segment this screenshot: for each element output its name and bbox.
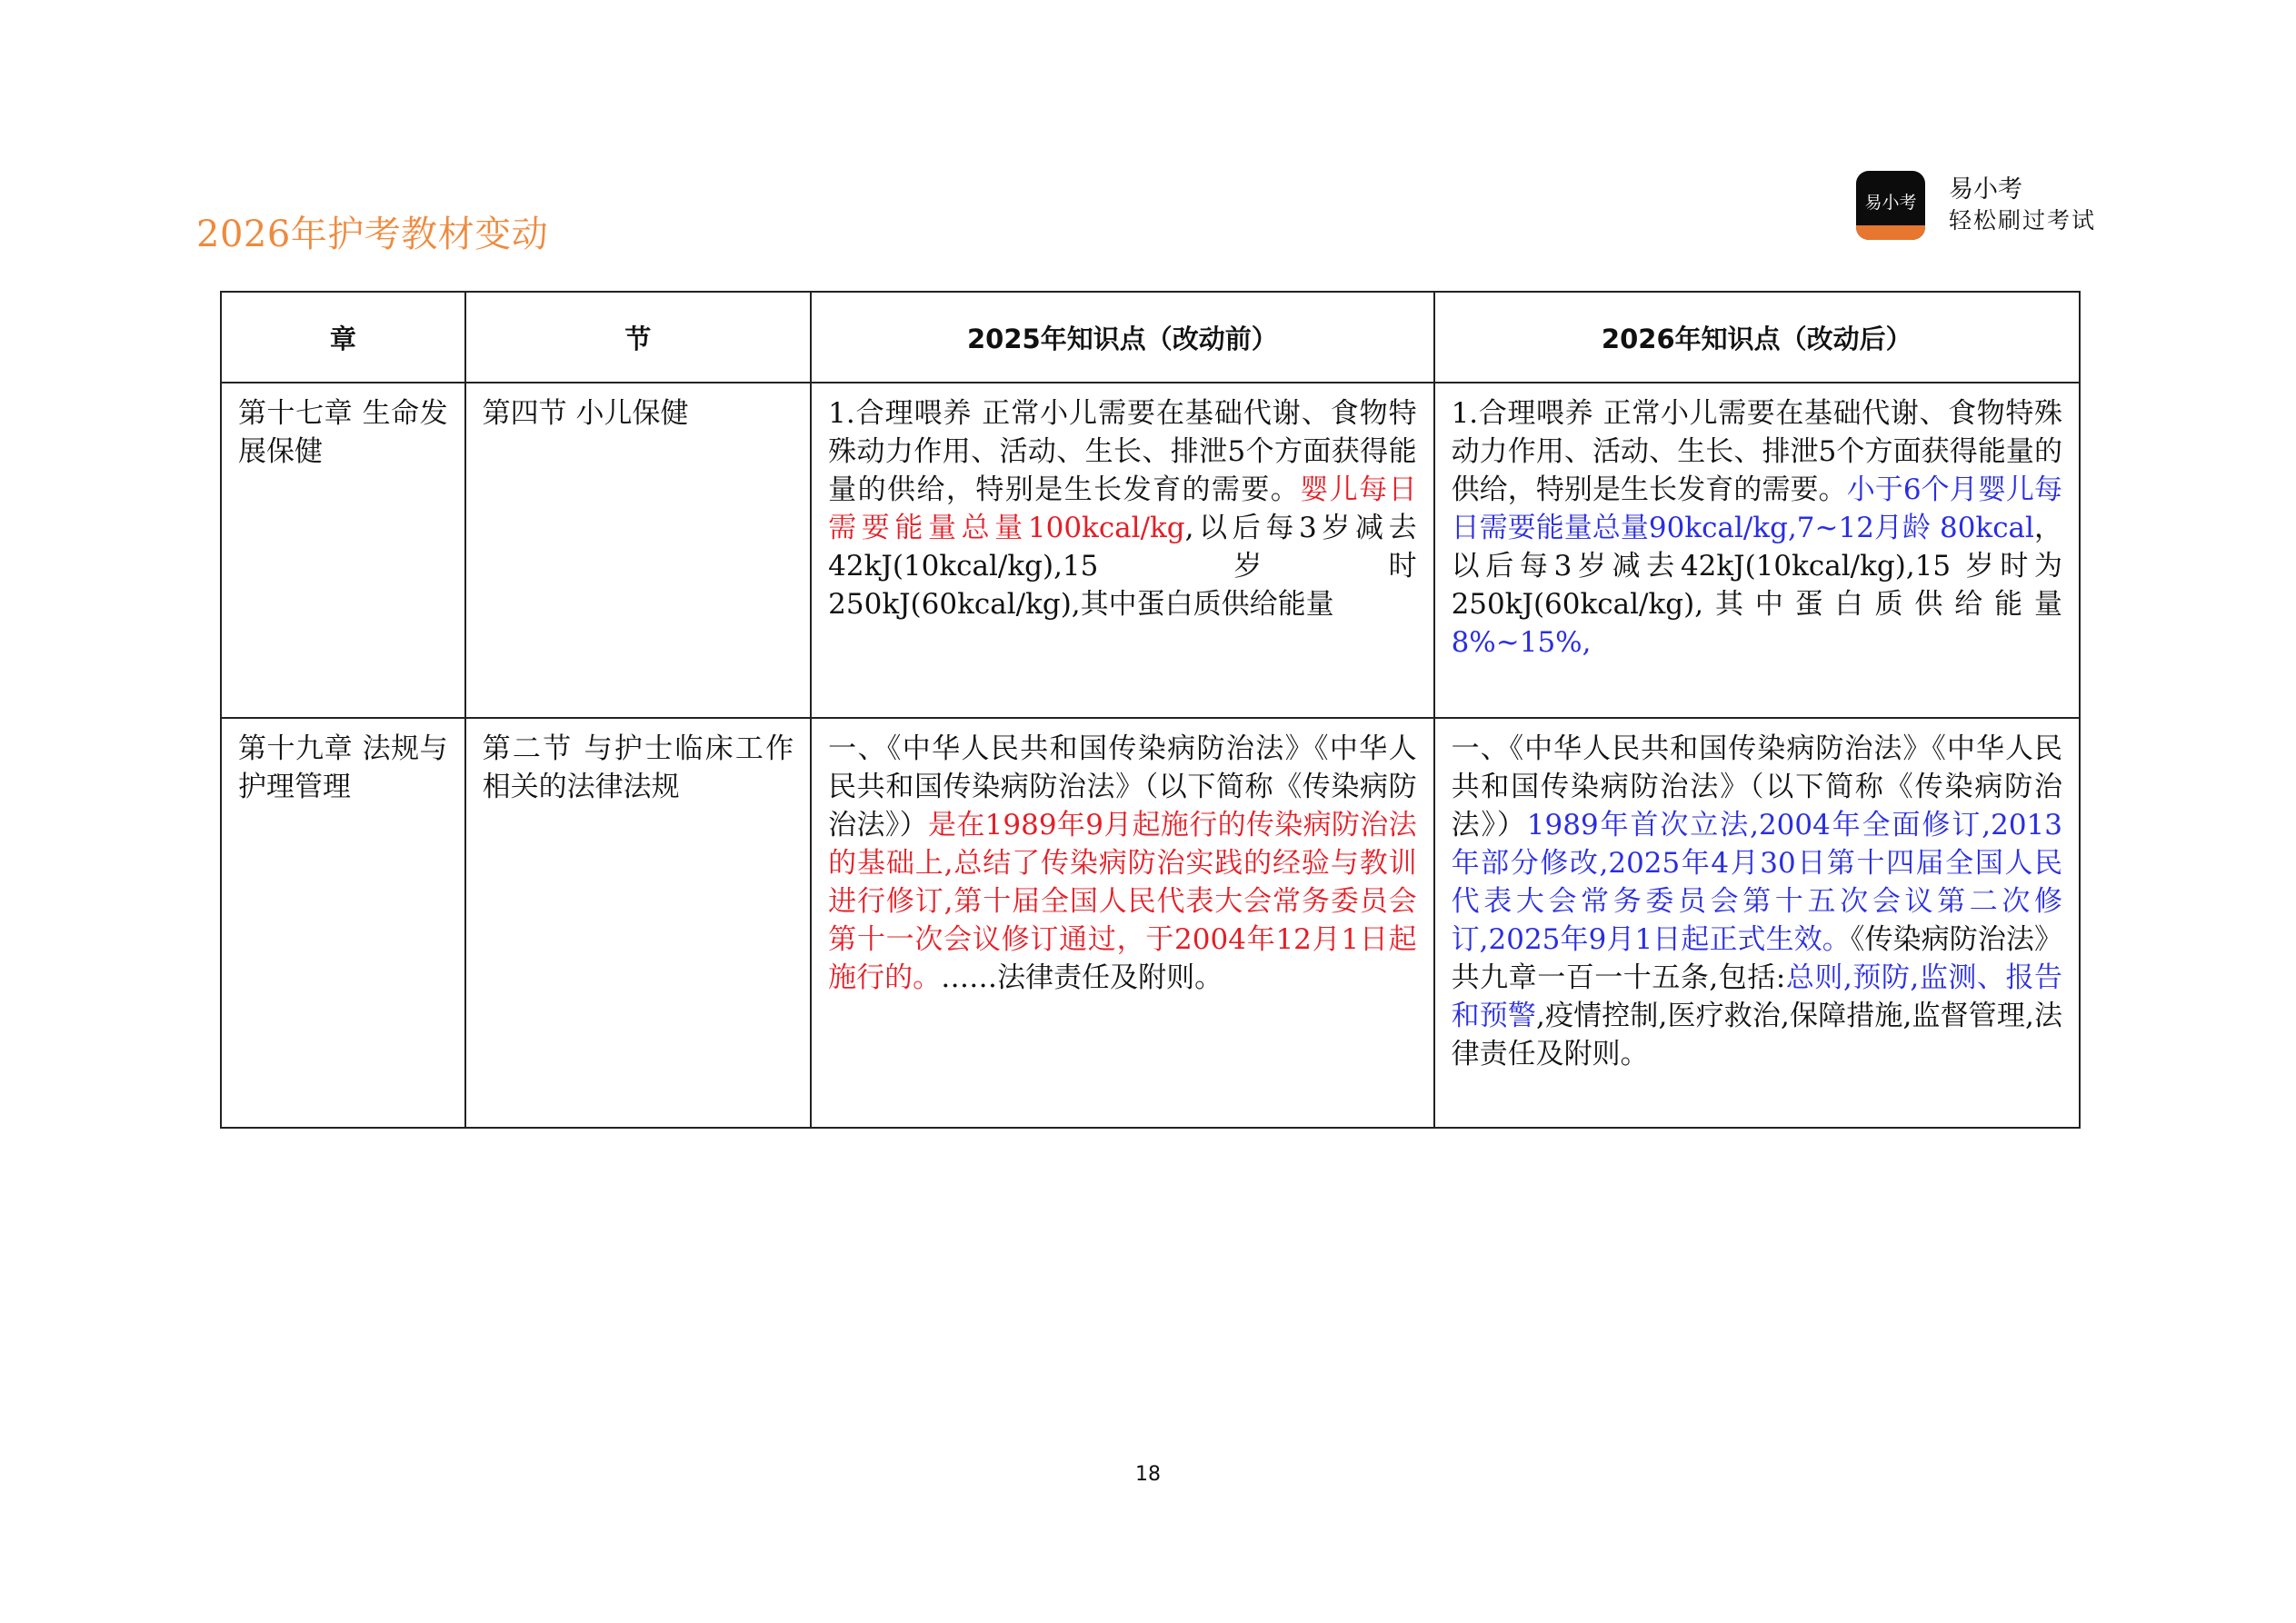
added-text-segment: 总则,预防,监测、报告和预警 [1451,961,2062,1032]
before-text-segment: ……法律责任及附则。 [941,961,1223,994]
after-text-segment: 《传染病防治法》共九章一百一十五条,包括: [1451,923,2062,994]
after-cell [1434,718,2080,1128]
before-text-segment: 一、《中华人民共和国传染病防治法》《中华人民共和国传染病防治法》（以下简称《传染病防治法》） [828,732,1417,841]
changes-table [220,291,2081,1129]
chapter-cell: 第十七章 生命发展保健 [221,383,465,718]
brand-text [1949,174,2096,236]
brand-logo-icon [1856,171,1925,240]
removed-text-segment: 婴儿每日需要能量总量100kcal/kg [828,473,1417,544]
added-text-segment: 1989年首次立法,2004年全面修订,2013年部分修改,2025年4月30日第十四届全国人民代表大会常务委员会第十五次会议第二次修订,2025年9月1日起正式生效。 [1451,809,2063,956]
column-header-after: 2026年知识点（改动后） [1434,292,2080,383]
column-header-section: 节 [465,292,811,383]
after-cell [1434,383,2080,718]
column-header-chapter: 章 [221,292,465,383]
before-text-segment: 1.合理喂养 正常小儿需要在基础代谢、食物特殊动力作用、活动、生长、排泄5个方面获得能量的供给，特别是生长发育的需要。 [828,397,1417,506]
before-text-segment: ,以后每3岁减去 42kJ(10kcal/kg),15 岁时 250kJ(60kcal/kg),其中蛋白质供给能量 [828,512,1417,621]
brand-slogan: 轻松刷过考试 [1949,207,2097,234]
table-row [221,383,2080,718]
chapter-cell: 第十九章 法规与护理管理 [221,718,465,1128]
brand-logo-text: 易小考 [1864,193,1917,213]
before-cell [811,718,1433,1128]
section-cell: 第四节 小儿保健 [465,383,811,718]
column-header-before: 2025年知识点（改动前） [811,292,1433,383]
after-text-segment: ，以后每3岁减去42kJ(10kcal/kg),15 岁时为250kJ(60kcal/kg),其中蛋白质供给能量 [1451,512,2063,621]
table-header-row [221,292,2080,383]
after-text-segment: 1.合理喂养 正常小儿需要在基础代谢、食物特殊动力作用、活动、生长、排泄5个方面获得能量的供给，特别是生长发育的需要。 [1451,397,2062,506]
brand-logo-accent-bar [1856,225,1925,240]
after-text-segment: 一、《中华人民共和国传染病防治法》《中华人民共和国传染病防治法》（以下简称《传染病防治法》） [1451,732,2062,841]
brand-name: 易小考 [1949,175,2022,204]
added-text-segment: 小于6个月婴儿每日需要能量总量90kcal/kg,7~12月龄 80kcal [1451,473,2062,544]
before-cell [811,383,1433,718]
after-text-segment: ,疫情控制,医疗救治,保障措施,监督管理,法律责任及附则。 [1451,1000,2063,1070]
brand-badge [1856,171,2096,240]
table-row [221,718,2080,1128]
section-cell: 第二节 与护士临床工作相关的法律法规 [465,718,811,1128]
added-text-segment: 8%~15%, [1451,626,1592,659]
page-title: 2026年护考教材变动 [196,214,549,255]
removed-text-segment: 是在1989年9月起施行的传染病防治法的基础上,总结了传染病防治实践的经验与教训进行修订,第十届全国人民代表大会常务委员会第十一次会议修订通过，于2004年12月1日起施行的。 [828,809,1417,994]
page-number: 18 [1135,1463,1161,1486]
